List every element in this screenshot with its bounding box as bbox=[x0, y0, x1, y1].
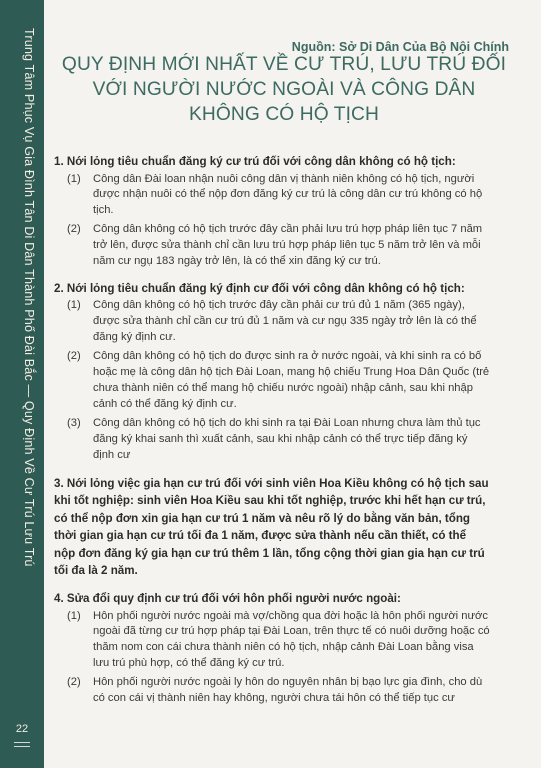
item-number: (1) bbox=[67, 172, 81, 185]
section-heading: 3. Nới lỏng việc gia hạn cư trú đối với sinh viên Hoa Kiều không có hộ tịch sau khi tốt nghiệp: sinh viên Hoa Kiều sau khi tốt nghiệp, trước khi hết hạn cư trú, có thể nộp đơn xin gia hạn cư trú 1 năm và nêu rõ lý do bằng văn bản, tổng thời gian gia hạn cư trú tối đa 1 năm, được sửa thành nếu cần thiết, có thể nộp đơn đăng ký gia hạn cư trú thêm 1 lần, tổng cộng thời gian gia hạn cư trú tối đa là 2 năm. bbox=[54, 476, 489, 578]
page-number: 22 bbox=[15, 723, 29, 735]
section-1 bbox=[54, 154, 490, 270]
list-item bbox=[54, 609, 490, 673]
item-number: (3) bbox=[67, 416, 81, 429]
item-text: Công dân không có hộ tịch trước đây cần phải lưu trú hợp pháp liên tục 7 năm trở lên, được sửa thành chỉ cần lưu trú hợp pháp liên tục 5 năm trở lên và mỗi năm cư ngụ 183 ngày trở lên, là có thể xin đăng ký cư trú. bbox=[93, 223, 483, 268]
list-item bbox=[54, 172, 490, 220]
section-3 bbox=[54, 475, 490, 581]
source-note: Nguồn: Sở Di Dân Của Bộ Nội Chính bbox=[291, 40, 509, 54]
item-text: Công dân không có hộ tịch do khi sinh ra tại Đài Loan nhưng chưa làm thủ tục đăng ký khai sanh thì xuất cảnh, sau khi nhập cảnh có thể trực tiếp đăng ký định cư bbox=[93, 416, 481, 461]
item-text: Hôn phối người nước ngoài ly hôn do nguyên nhân bị bạo lực gia đình, cho dù có con cái vị thành niên hay không, người chưa tái hôn có thể tiếp tục cư bbox=[93, 676, 483, 705]
item-number: (2) bbox=[67, 223, 81, 236]
item-text: Công dân không có hộ tịch do được sinh ra ở nước ngoài, và khi sinh ra có bố hoặc mẹ là công dân hộ tịch Đài Loan, mang hộ chiếu Trung Hoa Dân Quốc (trẻ chưa thành niên có thể mang hộ chiếu nước ngoài) nhập cảnh, sau khi nhập cảnh có thể đăng ký định cư. bbox=[93, 350, 490, 410]
section-4 bbox=[54, 591, 490, 707]
sidebar-band bbox=[0, 0, 44, 768]
item-text: Công dân Đài loan nhận nuôi công dân vị thành niên không có hộ tịch, người được nhận nuôi có thể nộp đơn đăng ký cư trú là công dân cư trú không có hộ tịch. bbox=[93, 172, 483, 217]
page-number-underline bbox=[14, 742, 30, 747]
list-item bbox=[54, 349, 490, 413]
section-heading: 2. Nới lỏng tiêu chuẩn đăng ký định cư đối với công dân không có hộ tịch: bbox=[54, 281, 465, 295]
list-item bbox=[54, 222, 490, 270]
document-body bbox=[54, 154, 490, 718]
item-number: (2) bbox=[67, 350, 81, 363]
item-number: (1) bbox=[67, 299, 81, 312]
item-number: (2) bbox=[67, 676, 81, 689]
page-title: QUY ĐỊNH MỚI NHẤT VỀ CƯ TRÚ, LƯU TRÚ ĐỐI VỚI NGƯỜI NƯỚC NGOÀI VÀ CÔNG DÂN KHÔNG CÓ HỘ TỊCH bbox=[61, 54, 507, 125]
section-heading: 4. Sửa đổi quy định cư trú đối với hôn phối người nước ngoài: bbox=[54, 592, 401, 606]
section-2 bbox=[54, 281, 490, 464]
sidebar-caption: Trung Tâm Phục Vụ Gia Đình Tân Di Dân Thành Phố Đài Bắc — Quy Định Về Cư Trú Lưu Trú bbox=[22, 28, 36, 567]
section-heading: 1. Nới lỏng tiêu chuẩn đăng ký cư trú đối với công dân không có hộ tịch: bbox=[54, 155, 456, 168]
item-number: (1) bbox=[67, 609, 81, 622]
list-item bbox=[54, 298, 490, 346]
list-item bbox=[54, 416, 490, 464]
item-text: Hôn phối người nước ngoài mà vợ/chồng qua đời hoặc là hôn phối người nước ngoài đã từng cư trú hợp pháp tại Đài Loan, trên thực tế có nuôi dưỡng hoặc có thăm nom con cái chưa thành niên có hộ tịch, nhập cảnh Đài Loan bằng visa lưu trú phù hợp, có thể đăng ký cư trú. bbox=[93, 609, 490, 670]
item-text: Công dân không có hộ tịch trước đây cần phải cư trú đủ 1 năm (365 ngày), được sửa thành chỉ cần cư trú đủ 1 năm và cư ngụ 335 ngày trở lên là có thể đăng ký định cư. bbox=[93, 299, 477, 344]
list-item bbox=[54, 675, 490, 707]
